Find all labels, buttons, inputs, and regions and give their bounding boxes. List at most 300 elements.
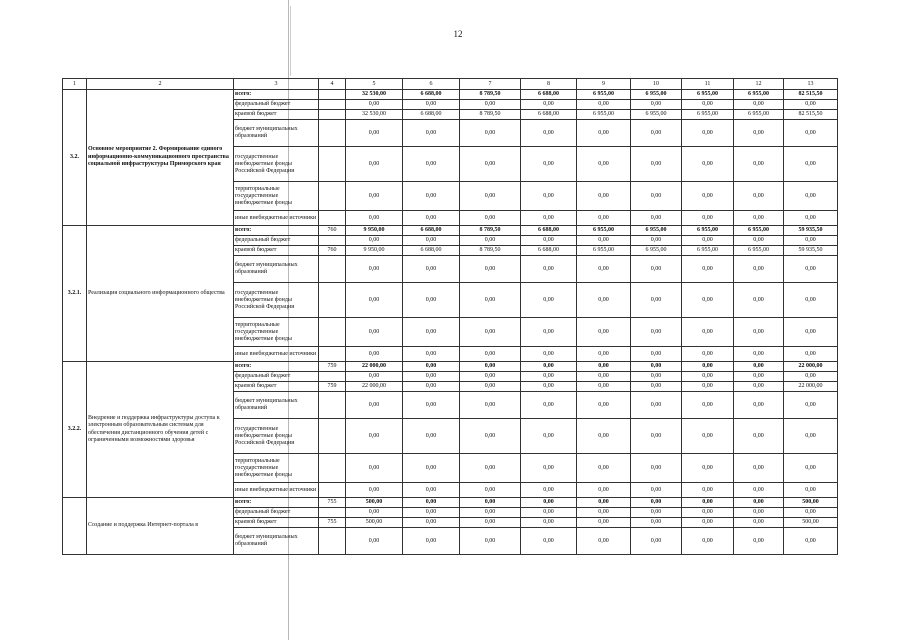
amount-cell: 6 688,00 [521,246,577,256]
amount-cell: 0,00 [631,419,682,454]
amount-cell: 6 955,00 [631,90,682,100]
budget-code: 760 [319,246,346,256]
amount-cell: 0,00 [577,347,631,362]
header-cell: 1 [63,79,87,90]
item-title: Реализация социального информационного общества [87,226,234,362]
amount-cell: 6 955,00 [577,246,631,256]
amount-cell: 6 955,00 [631,110,682,120]
funding-source: государственные внебюджетные фонды Российской Федерации [234,283,319,318]
funding-source: всего: [234,226,319,236]
amount-cell: 0,00 [784,372,838,382]
amount-cell: 0,00 [784,256,838,283]
amount-cell: 0,00 [784,483,838,498]
amount-cell: 0,00 [403,382,460,392]
header-cell: 9 [577,79,631,90]
header-cell: 6 [403,79,460,90]
amount-cell: 0,00 [631,211,682,226]
amount-cell: 0,00 [734,283,784,318]
budget-code [319,100,346,110]
amount-cell: 0,00 [577,236,631,246]
amount-cell: 0,00 [460,419,521,454]
amount-cell: 0,00 [577,528,631,555]
amount-cell: 0,00 [631,182,682,211]
budget-code [319,182,346,211]
amount-cell: 6 688,00 [521,110,577,120]
amount-cell: 6 955,00 [734,226,784,236]
amount-cell: 0,00 [460,318,521,347]
funding-source: краевой бюджет [234,518,319,528]
amount-cell: 0,00 [682,236,734,246]
amount-cell: 6 955,00 [577,226,631,236]
budget-code [319,528,346,555]
budget-code: 759 [319,362,346,372]
amount-cell: 8 789,50 [460,90,521,100]
amount-cell: 0,00 [682,362,734,372]
amount-cell: 0,00 [346,100,403,110]
amount-cell: 0,00 [577,518,631,528]
amount-cell: 0,00 [460,454,521,483]
amount-cell: 500,00 [346,498,403,508]
amount-cell: 0,00 [734,236,784,246]
budget-code: 755 [319,518,346,528]
amount-cell: 0,00 [734,256,784,283]
amount-cell: 0,00 [631,100,682,110]
amount-cell: 0,00 [734,508,784,518]
funding-source: бюджет муниципальных образований [234,256,319,283]
amount-cell: 0,00 [521,392,577,419]
amount-cell: 6 955,00 [631,226,682,236]
amount-cell: 0,00 [682,518,734,528]
amount-cell: 6 688,00 [403,110,460,120]
amount-cell: 0,00 [346,147,403,182]
amount-cell: 500,00 [784,498,838,508]
table-row-total [63,498,838,508]
amount-cell: 0,00 [734,347,784,362]
item-index [63,498,87,555]
budget-code [319,90,346,100]
amount-cell: 0,00 [460,498,521,508]
amount-cell: 0,00 [346,182,403,211]
amount-cell: 0,00 [521,419,577,454]
amount-cell: 0,00 [784,419,838,454]
amount-cell: 0,00 [682,318,734,347]
header-cell: 10 [631,79,682,90]
amount-cell: 59 935,50 [784,226,838,236]
budget-code: 755 [319,498,346,508]
funding-source: бюджет муниципальных образований [234,120,319,147]
amount-cell: 6 955,00 [577,110,631,120]
amount-cell: 8 789,50 [460,246,521,256]
amount-cell: 0,00 [460,392,521,419]
budget-code [319,372,346,382]
amount-cell: 0,00 [784,347,838,362]
amount-cell: 0,00 [784,182,838,211]
amount-cell: 6 955,00 [682,110,734,120]
funding-source: иные внебюджетные источники [234,483,319,498]
amount-cell: 0,00 [346,318,403,347]
amount-cell: 0,00 [682,182,734,211]
amount-cell: 0,00 [631,498,682,508]
amount-cell: 0,00 [460,182,521,211]
amount-cell: 0,00 [734,372,784,382]
funding-source: всего: [234,498,319,508]
item-index: 3.2.1. [63,226,87,362]
amount-cell: 82 515,50 [784,110,838,120]
amount-cell: 0,00 [631,372,682,382]
item-title: Создание и поддержка Интернет-портала в [87,498,234,555]
amount-cell: 0,00 [521,498,577,508]
budget-code [319,454,346,483]
amount-cell: 0,00 [682,528,734,555]
amount-cell: 0,00 [403,147,460,182]
amount-cell: 0,00 [734,362,784,372]
item-index: 3.2.2. [63,362,87,498]
budget-code [319,283,346,318]
amount-cell: 0,00 [631,283,682,318]
amount-cell: 0,00 [577,392,631,419]
funding-source: федеральный бюджет [234,508,319,518]
amount-cell: 0,00 [346,256,403,283]
amount-cell: 6 955,00 [734,90,784,100]
amount-cell: 0,00 [460,382,521,392]
amount-cell: 8 789,50 [460,226,521,236]
amount-cell: 0,00 [403,347,460,362]
amount-cell: 0,00 [577,382,631,392]
amount-cell: 0,00 [734,498,784,508]
amount-cell: 0,00 [460,528,521,555]
amount-cell: 0,00 [346,508,403,518]
amount-cell: 0,00 [577,182,631,211]
funding-source: краевой бюджет [234,110,319,120]
funding-source: краевой бюджет [234,382,319,392]
budget-code [319,147,346,182]
amount-cell: 0,00 [403,372,460,382]
amount-cell: 0,00 [682,419,734,454]
amount-cell: 6 955,00 [682,246,734,256]
amount-cell: 0,00 [460,120,521,147]
amount-cell: 0,00 [682,498,734,508]
amount-cell: 500,00 [784,518,838,528]
amount-cell: 0,00 [577,372,631,382]
amount-cell: 0,00 [784,528,838,555]
amount-cell: 0,00 [346,483,403,498]
amount-cell: 0,00 [734,419,784,454]
funding-source: иные внебюджетные источники [234,211,319,226]
amount-cell: 0,00 [346,211,403,226]
amount-cell: 0,00 [682,147,734,182]
amount-cell: 0,00 [521,100,577,110]
amount-cell: 0,00 [403,498,460,508]
header-cell: 11 [682,79,734,90]
amount-cell: 0,00 [577,419,631,454]
amount-cell: 0,00 [521,182,577,211]
amount-cell: 500,00 [346,518,403,528]
amount-cell: 0,00 [734,528,784,555]
amount-cell: 0,00 [734,454,784,483]
amount-cell: 0,00 [577,100,631,110]
amount-cell: 59 935,50 [784,246,838,256]
amount-cell: 0,00 [784,147,838,182]
amount-cell: 0,00 [734,147,784,182]
amount-cell: 0,00 [734,211,784,226]
amount-cell: 0,00 [521,211,577,226]
header-cell: 2 [87,79,234,90]
amount-cell: 0,00 [521,454,577,483]
amount-cell: 0,00 [403,211,460,226]
amount-cell: 6 688,00 [403,226,460,236]
amount-cell: 0,00 [346,454,403,483]
budget-table [62,78,838,555]
amount-cell: 0,00 [403,283,460,318]
funding-source: территориальные государственные внебюджетные фонды [234,318,319,347]
funding-source: всего: [234,90,319,100]
amount-cell: 0,00 [734,382,784,392]
amount-cell: 0,00 [460,147,521,182]
amount-cell: 6 955,00 [577,90,631,100]
amount-cell: 0,00 [346,419,403,454]
amount-cell: 0,00 [784,236,838,246]
amount-cell: 0,00 [734,392,784,419]
amount-cell: 0,00 [577,508,631,518]
amount-cell: 0,00 [784,454,838,483]
amount-cell: 0,00 [521,256,577,283]
amount-cell: 0,00 [631,347,682,362]
amount-cell: 6 955,00 [734,246,784,256]
amount-cell: 0,00 [460,372,521,382]
amount-cell: 6 955,00 [682,90,734,100]
amount-cell: 0,00 [784,120,838,147]
table-row-total [63,226,838,236]
amount-cell: 0,00 [682,211,734,226]
funding-source: государственные внебюджетные фонды Российской Федерации [234,419,319,454]
amount-cell: 0,00 [521,528,577,555]
table-row-total [63,90,838,100]
amount-cell: 0,00 [631,236,682,246]
amount-cell: 22 000,00 [784,382,838,392]
amount-cell: 6 955,00 [734,110,784,120]
amount-cell: 0,00 [521,518,577,528]
amount-cell: 0,00 [784,318,838,347]
amount-cell: 32 530,00 [346,110,403,120]
amount-cell: 0,00 [346,392,403,419]
amount-cell: 0,00 [682,382,734,392]
amount-cell: 0,00 [403,236,460,246]
budget-code [319,483,346,498]
amount-cell: 22 000,00 [784,362,838,372]
funding-source: территориальные государственные внебюджетные фонды [234,454,319,483]
amount-cell: 0,00 [346,120,403,147]
amount-cell: 0,00 [460,347,521,362]
header-cell: 4 [319,79,346,90]
amount-cell: 0,00 [631,518,682,528]
amount-cell: 0,00 [403,120,460,147]
amount-cell: 0,00 [346,347,403,362]
amount-cell: 0,00 [346,528,403,555]
funding-source: федеральный бюджет [234,100,319,110]
budget-code [319,347,346,362]
header-cell: 12 [734,79,784,90]
amount-cell: 0,00 [577,283,631,318]
amount-cell: 0,00 [521,236,577,246]
amount-cell: 0,00 [577,483,631,498]
amount-cell: 9 950,00 [346,226,403,236]
amount-cell: 0,00 [403,483,460,498]
amount-cell: 0,00 [734,182,784,211]
amount-cell: 22 000,00 [346,362,403,372]
amount-cell: 6 688,00 [403,246,460,256]
budget-code: 759 [319,382,346,392]
amount-cell: 0,00 [460,362,521,372]
amount-cell: 0,00 [460,518,521,528]
amount-cell: 6 688,00 [403,90,460,100]
funding-source: государственные внебюджетные фонды Российской Федерации [234,147,319,182]
header-cell: 5 [346,79,403,90]
amount-cell: 0,00 [784,283,838,318]
amount-cell: 0,00 [631,483,682,498]
amount-cell: 0,00 [734,318,784,347]
amount-cell: 0,00 [577,498,631,508]
budget-code [319,392,346,419]
amount-cell: 0,00 [577,147,631,182]
amount-cell: 0,00 [784,392,838,419]
amount-cell: 0,00 [521,147,577,182]
amount-cell: 0,00 [631,362,682,372]
amount-cell: 82 515,50 [784,90,838,100]
amount-cell: 0,00 [577,362,631,372]
funding-source: бюджет муниципальных образований [234,528,319,555]
amount-cell: 0,00 [521,372,577,382]
amount-cell: 0,00 [403,318,460,347]
budget-code [319,236,346,246]
amount-cell: 6 688,00 [521,226,577,236]
amount-cell: 0,00 [682,283,734,318]
amount-cell: 0,00 [346,236,403,246]
amount-cell: 0,00 [784,211,838,226]
amount-cell: 0,00 [682,508,734,518]
budget-code [319,318,346,347]
amount-cell: 0,00 [403,100,460,110]
amount-cell: 0,00 [682,372,734,382]
item-title: Внедрение и поддержка инфраструктуры доступа к электронным образовательным системам для обеспечения дистанционного обучения детей с ограниченными возможностями здоровья [87,362,234,498]
amount-cell: 0,00 [631,392,682,419]
amount-cell: 0,00 [631,256,682,283]
funding-source: территориальные государственные внебюджетные фонды [234,182,319,211]
amount-cell: 22 000,00 [346,382,403,392]
budget-code [319,110,346,120]
budget-code: 760 [319,226,346,236]
page-number: 12 [453,29,463,39]
amount-cell: 0,00 [682,483,734,498]
funding-source: бюджет муниципальных образований [234,392,319,419]
amount-cell: 0,00 [682,392,734,419]
header-cell: 7 [460,79,521,90]
amount-cell: 0,00 [521,483,577,498]
amount-cell: 0,00 [577,256,631,283]
amount-cell: 0,00 [784,100,838,110]
amount-cell: 0,00 [577,211,631,226]
amount-cell: 0,00 [521,120,577,147]
amount-cell: 6 955,00 [682,226,734,236]
amount-cell: 0,00 [460,508,521,518]
amount-cell: 0,00 [682,347,734,362]
amount-cell: 0,00 [631,508,682,518]
amount-cell: 0,00 [403,419,460,454]
amount-cell: 0,00 [403,182,460,211]
amount-cell: 0,00 [631,120,682,147]
amount-cell: 0,00 [346,372,403,382]
amount-cell: 0,00 [631,528,682,555]
amount-cell: 0,00 [631,147,682,182]
item-title: Основное мероприятие 2. Формирование единого информационно-коммуникационного пространства социальной инфраструктуры Приморского края [87,90,234,226]
amount-cell: 0,00 [521,362,577,372]
amount-cell: 0,00 [460,283,521,318]
amount-cell: 0,00 [734,483,784,498]
amount-cell: 32 530,00 [346,90,403,100]
amount-cell: 0,00 [734,518,784,528]
item-index: 3.2. [63,90,87,226]
amount-cell: 0,00 [403,392,460,419]
amount-cell: 0,00 [682,454,734,483]
amount-cell: 0,00 [577,318,631,347]
amount-cell: 0,00 [403,508,460,518]
budget-code [319,256,346,283]
amount-cell: 6 955,00 [631,246,682,256]
scan-artifact-line-top [290,6,291,76]
amount-cell: 0,00 [460,256,521,283]
header-cell: 3 [234,79,319,90]
amount-cell: 0,00 [521,347,577,362]
amount-cell: 0,00 [577,454,631,483]
amount-cell: 0,00 [403,528,460,555]
funding-source: краевой бюджет [234,246,319,256]
amount-cell: 0,00 [521,508,577,518]
amount-cell: 6 688,00 [521,90,577,100]
funding-source: иные внебюджетные источники [234,347,319,362]
funding-source: всего: [234,362,319,372]
budget-code [319,120,346,147]
header-row [63,79,838,90]
table-row-total [63,362,838,372]
amount-cell: 0,00 [521,318,577,347]
amount-cell: 0,00 [460,236,521,246]
amount-cell: 0,00 [577,120,631,147]
amount-cell: 0,00 [734,100,784,110]
amount-cell: 8 789,50 [460,110,521,120]
amount-cell: 0,00 [631,318,682,347]
funding-source: федеральный бюджет [234,372,319,382]
budget-code [319,211,346,226]
amount-cell: 0,00 [403,518,460,528]
amount-cell: 0,00 [682,256,734,283]
amount-cell: 0,00 [631,454,682,483]
amount-cell: 0,00 [734,120,784,147]
amount-cell: 0,00 [460,483,521,498]
budget-code [319,419,346,454]
amount-cell: 0,00 [631,382,682,392]
amount-cell: 0,00 [682,100,734,110]
amount-cell: 0,00 [403,454,460,483]
budget-code [319,508,346,518]
amount-cell: 0,00 [521,283,577,318]
amount-cell: 0,00 [784,508,838,518]
amount-cell: 9 950,00 [346,246,403,256]
amount-cell: 0,00 [460,211,521,226]
amount-cell: 0,00 [460,100,521,110]
amount-cell: 0,00 [403,362,460,372]
funding-source: федеральный бюджет [234,236,319,246]
amount-cell: 0,00 [346,283,403,318]
header-cell: 8 [521,79,577,90]
